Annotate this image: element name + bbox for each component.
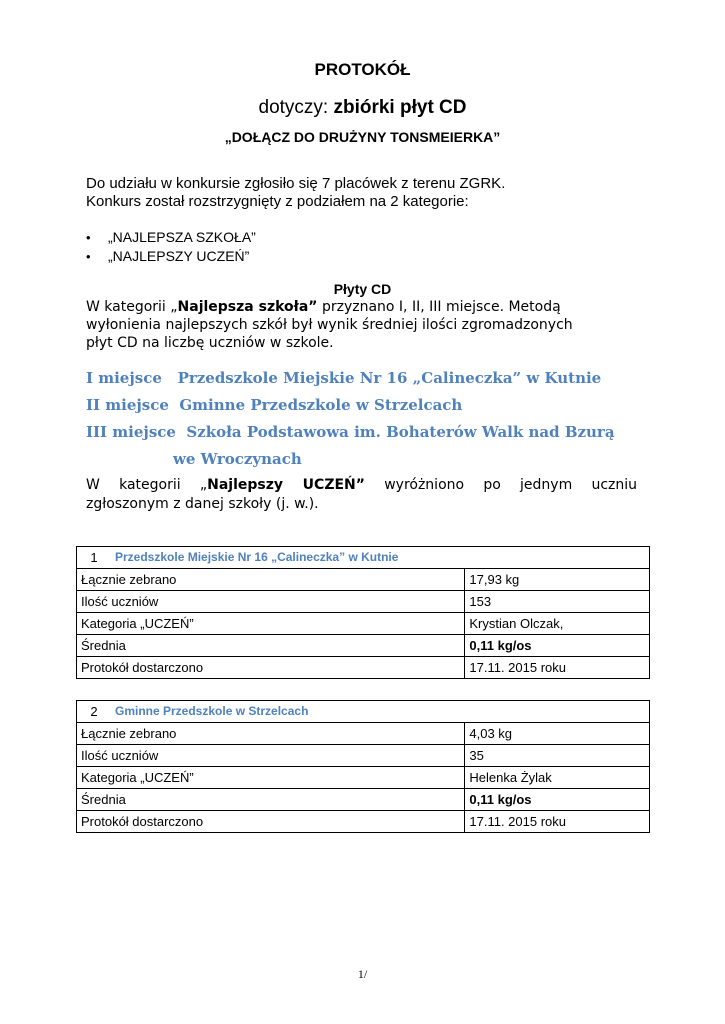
list-item: [86, 228, 256, 247]
table-row: [77, 591, 650, 613]
row-value: 0,11 kg/os: [465, 789, 650, 811]
subtitle-prefix: dotyczy:: [258, 97, 334, 118]
place-label: I miejsce: [86, 369, 162, 387]
table-row: [77, 811, 650, 833]
category-label: „NAJLEPSZY UCZEŃ”: [108, 248, 250, 264]
student-start: W kategorii „: [86, 477, 208, 493]
table-school-name: Gminne Przedszkole w Strzelcach: [111, 701, 650, 723]
row-label: Łącznie zebrano: [77, 723, 465, 745]
table-row: [77, 569, 650, 591]
student-paragraph-line-1: [86, 477, 637, 494]
section-paragraph-line-1: [86, 299, 631, 316]
row-value: 35: [465, 745, 650, 767]
page-number: 1/: [357, 967, 368, 981]
row-label: Ilość uczniów: [77, 745, 465, 767]
place-label: II miejsce: [86, 396, 169, 414]
table-header-row: [77, 701, 650, 723]
para-start: W kategorii „: [86, 299, 178, 315]
bullet-icon: •: [86, 230, 91, 245]
document-subtitle: [0, 97, 725, 119]
row-label: Średnia: [77, 789, 465, 811]
row-value: 17,93 kg: [465, 569, 650, 591]
place-3-continued: we Wroczynach: [173, 450, 302, 468]
place-3: [86, 423, 615, 441]
student-rest: wyróżniono po jednym uczniu: [364, 477, 638, 493]
section-paragraph-line-3: płyt CD na liczbę uczniów w szkole.: [86, 335, 334, 351]
para-rest: przyznano I, II, III miejsce. Metodą: [317, 299, 561, 315]
row-value: 17.11. 2015 roku: [465, 657, 650, 679]
row-label: Średnia: [77, 635, 465, 657]
row-label: Protokół dostarczono: [77, 657, 465, 679]
intro-line-1: Do udziału w konkursie zgłosiło się 7 placówek z terenu ZGRK.: [86, 175, 506, 192]
row-value: Krystian Olczak,: [465, 613, 650, 635]
row-label: Ilość uczniów: [77, 591, 465, 613]
student-paragraph-line-2: zgłoszonym z danej szkoły (j. w.).: [86, 496, 319, 512]
table-number: 2: [77, 701, 112, 723]
table-school-name: Przedszkole Miejskie Nr 16 „Calineczka” w Kutnie: [111, 547, 650, 569]
table-row: [77, 767, 650, 789]
student-bold: Najlepszy UCZEŃ”: [207, 477, 365, 493]
row-value: 4,03 kg: [465, 723, 650, 745]
category-list: [86, 228, 256, 266]
row-value: 0,11 kg/os: [465, 635, 650, 657]
row-label: Kategoria „UCZEŃ”: [77, 613, 465, 635]
table-number: 1: [77, 547, 112, 569]
table-row: [77, 635, 650, 657]
place-name: Przedszkole Miejskie Nr 16 „Calineczka” w Kutnie: [177, 369, 602, 387]
place-2: [86, 396, 462, 414]
section-paragraph-line-2: wyłonienia najlepszych szkół był wynik średniej ilości zgromadzonych: [86, 317, 573, 333]
row-value: 153: [465, 591, 650, 613]
para-bold: Najlepsza szkoła”: [177, 299, 318, 315]
row-label: Kategoria „UCZEŃ”: [77, 767, 465, 789]
place-1: [86, 369, 601, 387]
campaign-slogan: „DOŁĄCZ DO DRUŻYNY TONSMEIERKA”: [224, 129, 501, 145]
list-item: [86, 247, 256, 266]
row-label: Łącznie zebrano: [77, 569, 465, 591]
place-name: Szkoła Podstawowa im. Bohaterów Walk nad Bzurą: [186, 423, 615, 441]
category-label: „NAJLEPSZA SZKOŁA”: [108, 229, 256, 245]
table-row: [77, 657, 650, 679]
table-row: [77, 745, 650, 767]
subtitle-bold: zbiórki płyt CD: [333, 97, 467, 118]
results-table-2: [76, 700, 650, 833]
intro-line-2: Konkurs został rozstrzygnięty z podziałem na 2 kategorie:: [86, 193, 469, 210]
section-title: Płyty CD: [333, 281, 392, 297]
table-row: [77, 723, 650, 745]
row-value: 17.11. 2015 roku: [465, 811, 650, 833]
table-row: [77, 613, 650, 635]
bullet-icon: •: [86, 249, 91, 264]
place-name: Gminne Przedszkole w Strzelcach: [179, 396, 463, 414]
table-header-row: [77, 547, 650, 569]
row-label: Protokół dostarczono: [77, 811, 465, 833]
row-value: Helenka Żylak: [465, 767, 650, 789]
table-row: [77, 789, 650, 811]
results-table-1: [76, 546, 650, 679]
document-title: PROTOKÓŁ: [314, 60, 411, 79]
place-label: III miejsce: [86, 423, 176, 441]
